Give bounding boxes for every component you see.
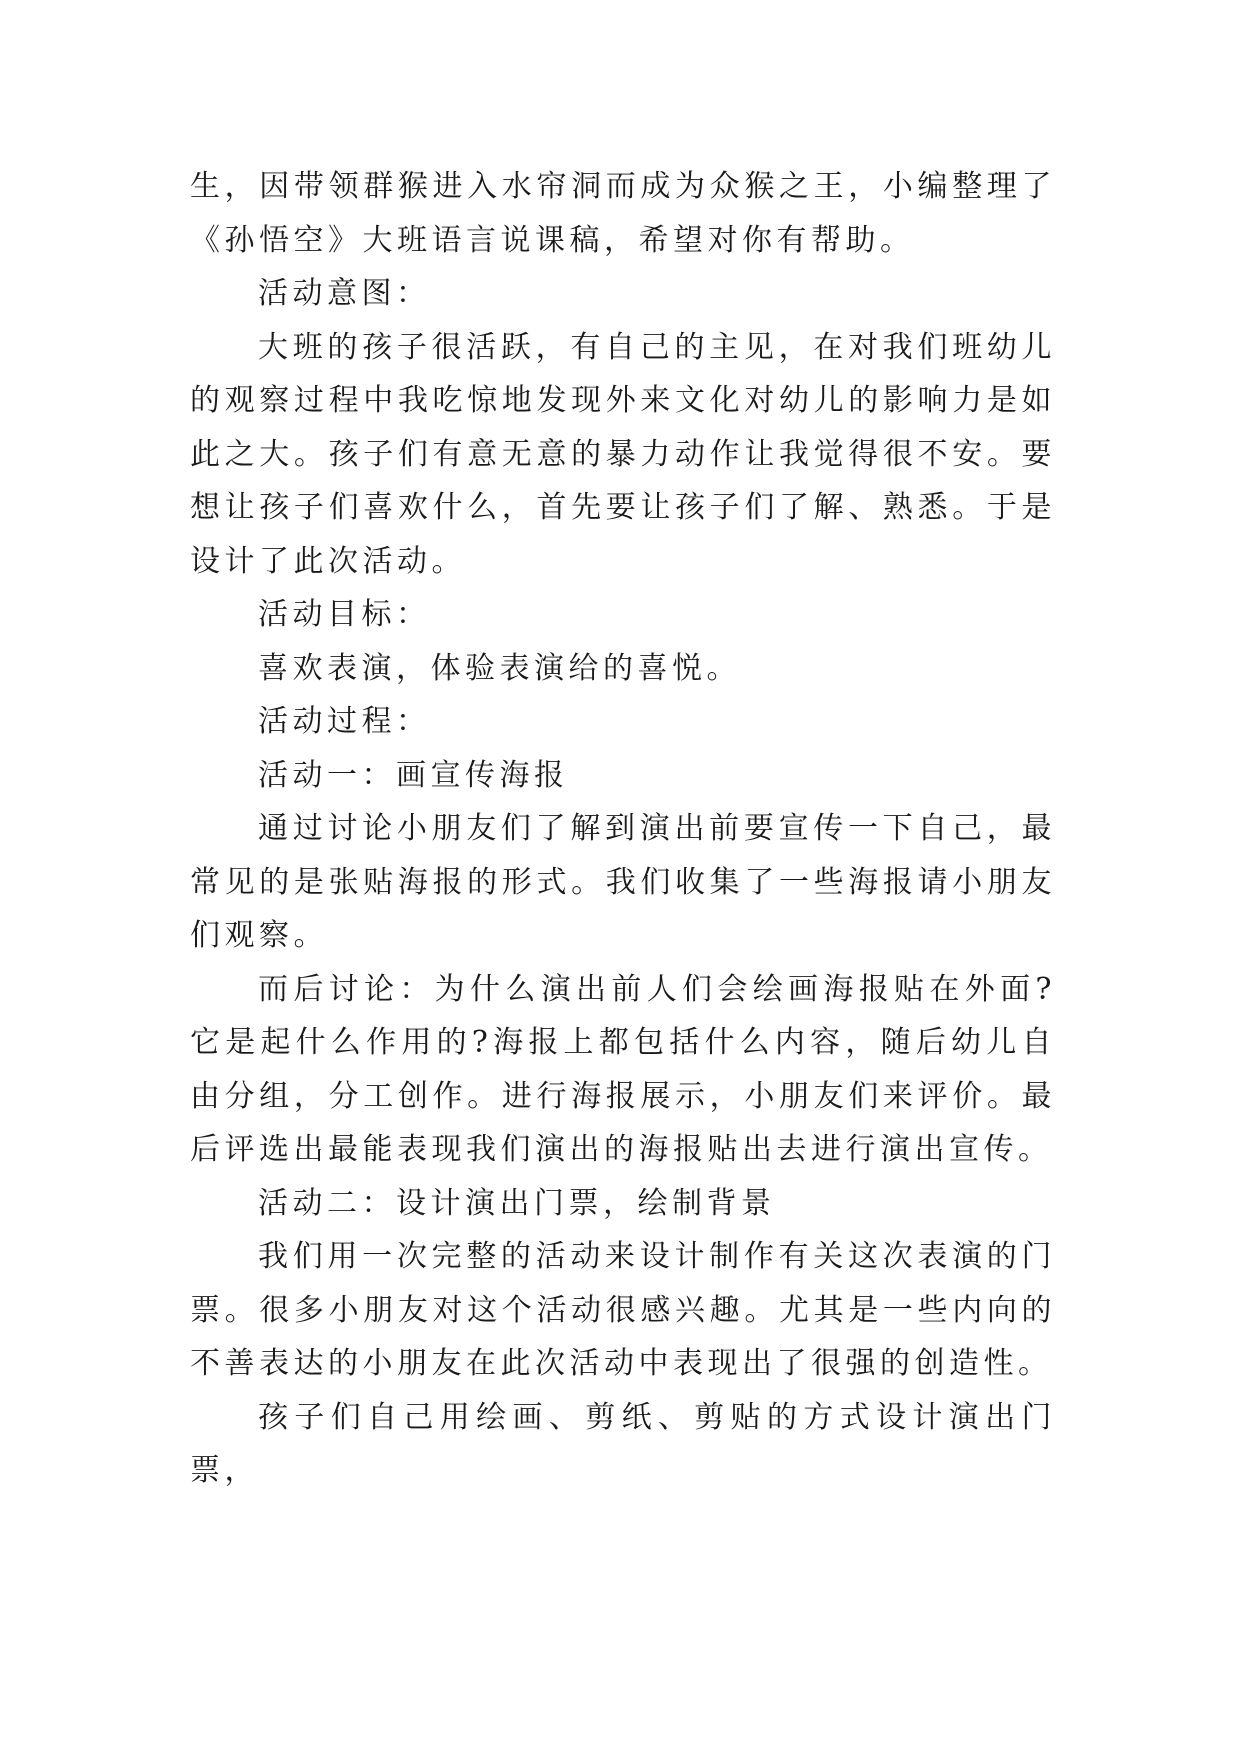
activity-two-paragraph-1: 我们用一次完整的活动来设计制作有关这次表演的门票。很多小朋友对这个活动很感兴趣。尤其是一些内向的不善表达的小朋友在此次活动中表现出了很强的创造性。 xyxy=(190,1239,1056,1381)
section-heading-intent: 活动意图： xyxy=(258,276,431,311)
intent-paragraph: 大班的孩子很活跃，有自己的主见，在对我们班幼儿的观察过程中我吃惊地发现外来文化对幼儿的影响力是如此之大。孩子们有意无意的暴力动作让我觉得很不安。要想让孩子们喜欢什么，首先要让孩子们了解、熟悉。于是设计了此次活动。 xyxy=(190,329,1056,579)
activity-one-paragraph-1: 通过讨论小朋友们了解到演出前要宣传一下自己，最常见的是张贴海报的形式。我们收集了一些海报请小朋友们观察。 xyxy=(190,811,1056,953)
document-body xyxy=(190,160,1056,1498)
goals-paragraph: 喜欢表演，体验表演给的喜悦。 xyxy=(258,650,741,686)
section-heading-activity-one: 活动一：画宣传海报 xyxy=(258,757,569,793)
section-heading-process: 活动过程： xyxy=(258,704,431,739)
activity-two-paragraph-2: 孩子们自己用绘画、剪纸、剪贴的方式设计演出门票， xyxy=(190,1399,1056,1488)
section-heading-goals: 活动目标： xyxy=(258,597,431,632)
section-heading-activity-two: 活动二：设计演出门票，绘制背景 xyxy=(258,1185,776,1221)
activity-one-paragraph-2: 而后讨论：为什么演出前人们会绘画海报贴在外面?它是起什么作用的?海报上都包括什么内容，随后幼儿自由分组，分工创作。进行海报展示，小朋友们来评价。最后评选出最能表现我们演出的海报贴出去进行演出宣传。 xyxy=(190,971,1056,1167)
intro-continuation-paragraph: 生，因带领群猴进入水帘洞而成为众猴之王，小编整理了《孙悟空》大班语言说课稿，希望对你有帮助。 xyxy=(190,169,1056,258)
